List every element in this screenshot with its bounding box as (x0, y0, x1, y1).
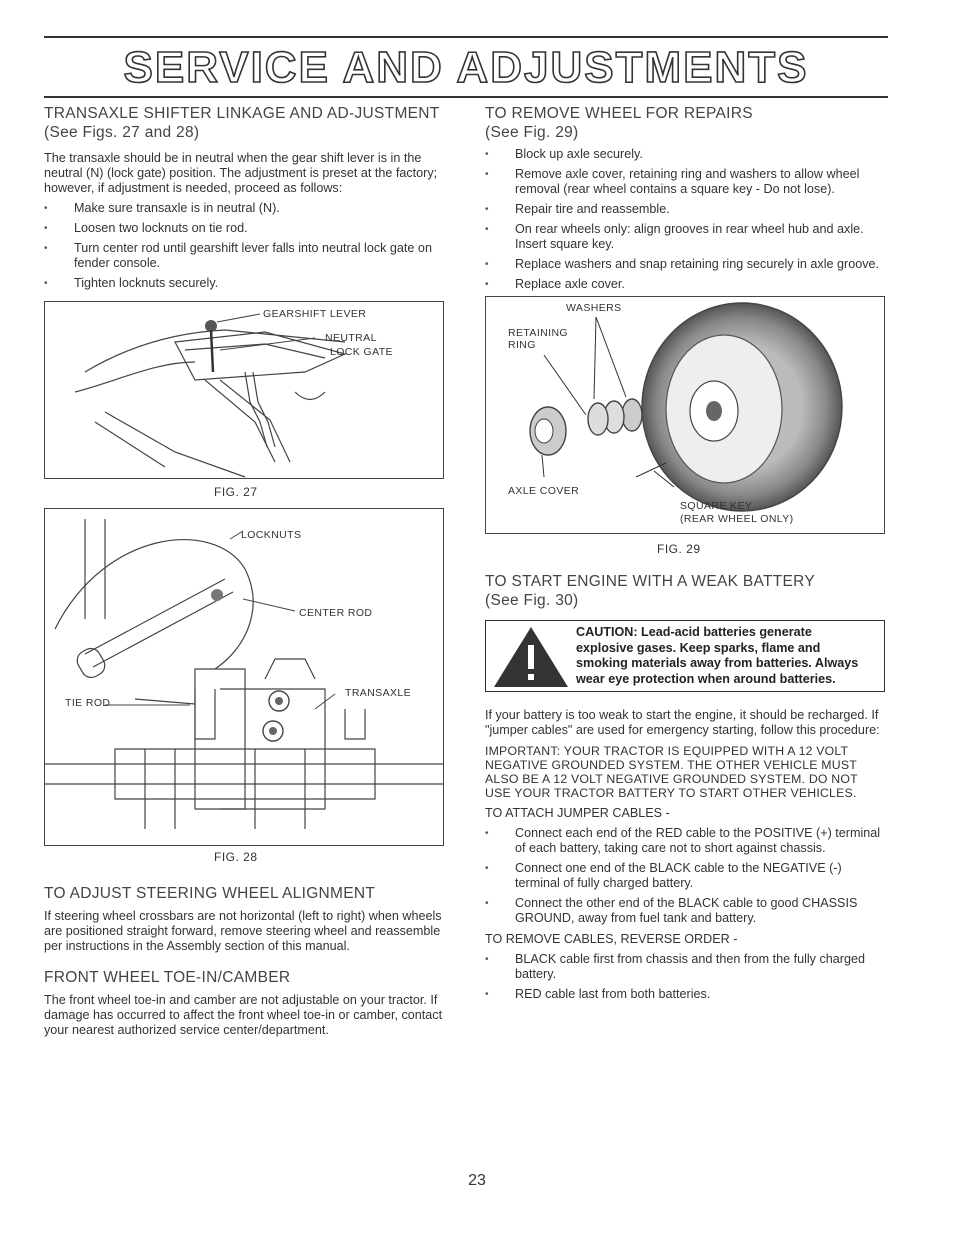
fig28-label-center-rod: CENTER ROD (299, 607, 373, 619)
transaxle-steps (44, 201, 444, 291)
remove-steps (485, 952, 885, 1002)
transaxle-heading: TRANSAXLE SHIFTER LINKAGE AND AD-JUSTMENT (See Figs. 27 and 28) (44, 105, 440, 141)
caution-inner (486, 621, 884, 691)
transaxle-drawing (45, 509, 443, 845)
list-item: • RED cable last from both batteries. (485, 987, 885, 1002)
fig28-caption: FIG. 28 (214, 850, 258, 864)
title-rule (44, 96, 888, 98)
page-title-box (44, 40, 888, 96)
list-item: • Replace axle cover. (485, 277, 885, 292)
transaxle-heading-sub: (See Figs. 27 and 28) (44, 124, 200, 141)
list-item: • BLACK cable first from chassis and then from the fully charged battery. (485, 952, 885, 982)
steering-body: If steering wheel crossbars are not horizontal (left to right) when wheels are positioned straight forward, remove steering wheel and reassemble per instructions in the Assembly section of this manual. (44, 909, 442, 953)
gearshift-drawing (45, 302, 443, 478)
fig27-caption: FIG. 27 (214, 485, 258, 499)
page-title: SERVICE AND ADJUSTMENTS (123, 43, 809, 92)
wheel-heading: TO REMOVE WHEEL FOR REPAIRS (See Fig. 29) (485, 105, 753, 141)
battery-heading: TO START ENGINE WITH A WEAK BATTERY (See Fig. 30) (485, 573, 816, 609)
top-rule (44, 36, 888, 38)
fig29-label-washers: WASHERS (566, 302, 622, 314)
caution-text: CAUTION: Lead-acid batteries generate explosive gases. Keep sparks, flame and smoking materials away from batteries. Always wear eye protection when around batteries. (576, 625, 859, 686)
fig29-label-ring: RING (508, 339, 536, 351)
fig29-label-retaining: RETAINING (508, 327, 568, 339)
right-column (485, 104, 885, 1002)
battery-intro: If your battery is too weak to start the engine, it should be recharged. If "jumper cables" are used for emergency starting, follow this procedure: (485, 708, 880, 737)
list-item: • Repair tire and reassemble. (485, 202, 885, 217)
fig28-label-locknuts: LOCKNUTS (241, 529, 302, 541)
list-item: • On rear wheels only: align grooves in rear wheel hub and axle. Insert square key. (485, 222, 885, 252)
fig29-label-rear-only: (REAR WHEEL ONLY) (680, 513, 794, 525)
list-item: • Remove axle cover, retaining ring and washers to allow wheel removal (rear wheel contains a square key - Do not lose). (485, 167, 885, 197)
remove-heading: TO REMOVE CABLES, REVERSE ORDER - (485, 932, 738, 946)
toein-body: The front wheel toe-in and camber are not adjustable on your tractor. If damage has occurred to affect the front wheel toe-in or camber, contact your nearest authorized service center/department. (44, 993, 443, 1037)
page-number: 23 (468, 1172, 486, 1189)
attach-heading: TO ATTACH JUMPER CABLES - (485, 806, 670, 820)
wheel-heading-sub: (See Fig. 29) (485, 124, 579, 141)
list-item: • Connect each end of the RED cable to the POSITIVE (+) terminal of each battery, taking care not to short against chassis. (485, 826, 885, 856)
fig29-label-axle-cover: AXLE COVER (508, 485, 580, 497)
steering-heading: TO ADJUST STEERING WHEEL ALIGNMENT (44, 885, 376, 902)
fig27-label-neutral: NEUTRAL (325, 332, 377, 344)
toein-heading: FRONT WHEEL TOE-IN/CAMBER (44, 969, 291, 986)
fig29-label-square-key: SQUARE KEY (680, 500, 753, 512)
fig28-illustration (44, 508, 444, 846)
list-item: • Loosen two locknuts on tie rod. (44, 221, 444, 236)
fig29-caption: FIG. 29 (657, 542, 701, 556)
attach-steps (485, 826, 885, 926)
fig29-illustration (485, 296, 885, 534)
caution-box (485, 620, 885, 692)
list-item: • Replace washers and snap retaining ring securely in axle groove. (485, 257, 885, 272)
list-item: • Tighten locknuts securely. (44, 276, 444, 291)
list-item: • Block up axle securely. (485, 147, 885, 162)
fig28-label-transaxle: TRANSAXLE (345, 687, 412, 699)
battery-heading-sub: (See Fig. 30) (485, 592, 579, 609)
left-column (44, 104, 444, 1038)
list-item: • Connect one end of the BLACK cable to the NEGATIVE (-) terminal of fully charged battery. (485, 861, 885, 891)
fig27-label-gearshift: GEARSHIFT LEVER (263, 308, 367, 320)
transaxle-intro: The transaxle should be in neutral when the gear shift lever is in the neutral (N) (lock gate) position. The adjustment is preset at the factory; however, if adjustment is needed, proceed as follows: (44, 151, 438, 195)
list-item: • Connect the other end of the BLACK cable to good CHASSIS GROUND, away from fuel tank and battery. (485, 896, 885, 926)
fig27-illustration (44, 301, 444, 479)
fig27-label-lockgate: LOCK GATE (330, 346, 393, 358)
list-item: • Turn center rod until gearshift lever falls into neutral lock gate on fender console. (44, 241, 444, 271)
warning-triangle-icon (486, 621, 576, 691)
wheel-steps (485, 147, 885, 292)
battery-important: IMPORTANT: YOUR TRACTOR IS EQUIPPED WITH A 12 VOLT NEGATIVE GROUNDED SYSTEM. THE OTHER VEHICLE MUST ALSO BE A 12 VOLT NEGATIVE GROUNDED SYSTEM. DO NOT USE YOUR TRACTOR BATTERY TO START OTHER VEHICLES. (485, 744, 858, 800)
list-item: • Make sure transaxle is in neutral (N). (44, 201, 444, 216)
fig28-label-tie-rod: TIE ROD (65, 697, 111, 709)
